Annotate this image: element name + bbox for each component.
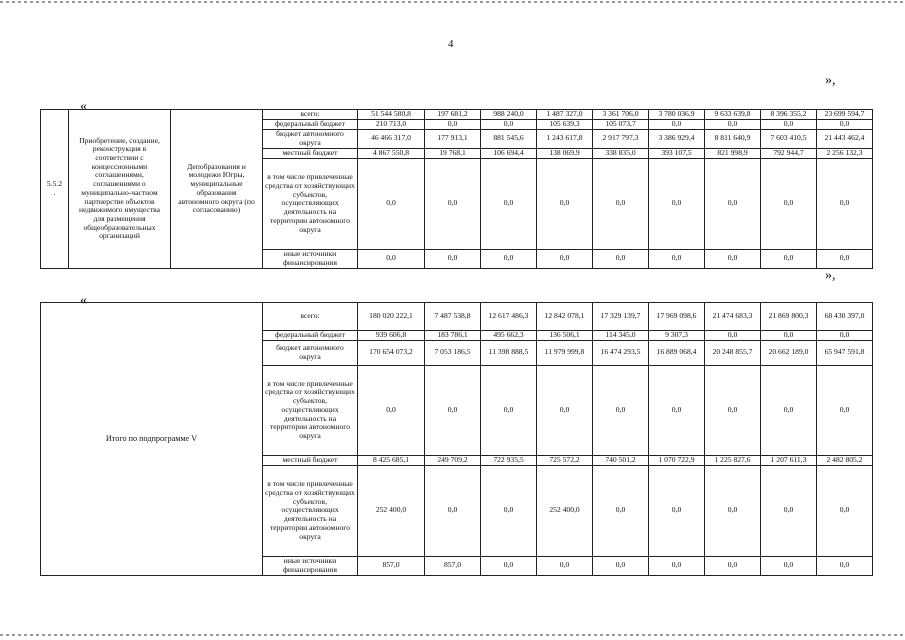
amount-cell: 7 603 410,5 [761, 129, 817, 148]
amount-cell: 0,0 [358, 249, 425, 268]
funding-source-label: в том числе привлеченные средства от хозяйствующих субъектов, осуществляющих деятельность на территории автономного округа [263, 158, 358, 249]
amount-cell: 0,0 [817, 158, 873, 249]
funding-source-label: иные источники финансирования [263, 556, 358, 575]
amount-cell: 20 248 855,7 [705, 340, 761, 365]
amount-cell: 0,0 [761, 556, 817, 575]
amount-cell: 0,0 [817, 556, 873, 575]
amount-cell: 68 430 397,0 [817, 303, 873, 331]
opening-quote-2: « [80, 293, 87, 308]
amount-cell: 0,0 [537, 556, 593, 575]
amount-cell: 170 654 073,2 [358, 340, 425, 365]
amount-cell: 12 617 486,3 [481, 303, 537, 331]
amount-cell: 0,0 [481, 249, 537, 268]
funding-source-label: в том числе привлеченные средства от хозяйствующих субъектов, осуществляющих деятельность на территории автономного округа [263, 465, 358, 556]
amount-cell: 1 070 722,9 [649, 455, 705, 465]
amount-cell: 0,0 [593, 556, 649, 575]
amount-cell: 106 694,4 [481, 148, 537, 158]
amount-cell: 0,0 [705, 158, 761, 249]
amount-cell: 0,0 [705, 120, 761, 130]
amount-cell: 0,0 [817, 331, 873, 341]
amount-cell: 0,0 [481, 465, 537, 556]
amount-cell: 0,0 [358, 158, 425, 249]
amount-cell: 939 606,8 [358, 331, 425, 341]
amount-cell: 0,0 [649, 120, 705, 130]
amount-cell: 3 386 929,4 [649, 129, 705, 148]
amount-cell: 16 474 293,5 [593, 340, 649, 365]
amount-cell: 0,0 [649, 556, 705, 575]
amount-cell: 252 400,0 [537, 465, 593, 556]
amount-cell: 0,0 [358, 365, 425, 455]
amount-cell: 0,0 [705, 465, 761, 556]
amount-cell: 65 947 591,8 [817, 340, 873, 365]
amount-cell: 0,0 [817, 365, 873, 455]
amount-cell: 17 969 098,6 [649, 303, 705, 331]
measure-code-text: 5.5.2 [46, 179, 63, 189]
table-row [41, 110, 873, 120]
amount-cell: 136 506,1 [537, 331, 593, 341]
amount-cell: 1 225 827,6 [705, 455, 761, 465]
amount-cell: 7 053 186,5 [425, 340, 481, 365]
measure-name: Приобретение, создание, реконструкция в соответствии с концессионными соглашениями, соглашениями о муниципально-частном партнерстве объектов недвижимого имущества для размещения общеобразовательных организаций [69, 110, 171, 269]
funding-source-label: иные источники финансирования [263, 249, 358, 268]
amount-cell: 857,0 [358, 556, 425, 575]
amount-cell: 183 786,1 [425, 331, 481, 341]
amount-cell: 0,0 [425, 365, 481, 455]
amount-cell: 0,0 [425, 249, 481, 268]
amount-cell: 11 979 999,8 [537, 340, 593, 365]
amount-cell: 252 400,0 [358, 465, 425, 556]
funding-source-label: местный бюджет [263, 455, 358, 465]
funding-source-label: федеральный бюджет [263, 331, 358, 341]
amount-cell: 23 699 594,7 [817, 110, 873, 120]
amount-cell: 105 639,3 [537, 120, 593, 130]
amount-cell: 0,0 [593, 365, 649, 455]
amount-cell: 0,0 [537, 249, 593, 268]
amount-cell: 0,0 [481, 120, 537, 130]
amount-cell: 0,0 [761, 249, 817, 268]
amount-cell: 0,0 [593, 158, 649, 249]
scan-edge-bottom [0, 634, 905, 636]
amount-cell: 0,0 [425, 158, 481, 249]
amount-cell: 180 020 222,1 [358, 303, 425, 331]
amount-cell: 0,0 [705, 365, 761, 455]
amount-cell: 4 867 550,8 [358, 148, 425, 158]
amount-cell: 9 307,3 [649, 331, 705, 341]
closing-quote-2: », [825, 268, 836, 283]
funding-source-label: федеральный бюджет [263, 120, 358, 130]
amount-cell: 0,0 [649, 465, 705, 556]
amount-cell: 2 482 805,2 [817, 455, 873, 465]
amount-cell: 338 835,0 [593, 148, 649, 158]
amount-cell: 177 913,1 [425, 129, 481, 148]
amount-cell: 9 633 639,8 [705, 110, 761, 120]
amount-cell: 988 240,0 [481, 110, 537, 120]
amount-cell: 3 361 706,0 [593, 110, 649, 120]
amount-cell: 881 545,6 [481, 129, 537, 148]
funding-source-label: всего: [263, 303, 358, 331]
table-subprogram-total [40, 302, 873, 576]
amount-cell: 857,0 [425, 556, 481, 575]
amount-cell: 0,0 [537, 365, 593, 455]
amount-cell: 3 780 036,9 [649, 110, 705, 120]
subprogram-total-title: Итого по подпрограмме V [41, 303, 263, 576]
amount-cell: 0,0 [481, 365, 537, 455]
amount-cell: 210 713,0 [358, 120, 425, 130]
amount-cell: 1 207 611,3 [761, 455, 817, 465]
amount-cell: 0,0 [425, 465, 481, 556]
funding-source-label: бюджет автономного округа [263, 340, 358, 365]
amount-cell: 114 345,0 [593, 331, 649, 341]
amount-cell: 1 243 617,8 [537, 129, 593, 148]
amount-cell: 20 662 189,0 [761, 340, 817, 365]
amount-cell: 19 768,1 [425, 148, 481, 158]
amount-cell: 0,0 [761, 331, 817, 341]
funding-source-label: местный бюджет [263, 148, 358, 158]
opening-quote-1: « [80, 99, 87, 114]
amount-cell: 0,0 [817, 465, 873, 556]
amount-cell: 0,0 [481, 158, 537, 249]
amount-cell: 138 069,9 [537, 148, 593, 158]
amount-cell: 0,0 [761, 120, 817, 130]
amount-cell: 197 681,2 [425, 110, 481, 120]
amount-cell: 1 487 327,0 [537, 110, 593, 120]
amount-cell: 722 935,5 [481, 455, 537, 465]
measure-code-dot: . [53, 187, 56, 197]
page-number: 4 [448, 38, 454, 50]
amount-cell: 11 398 888,5 [481, 340, 537, 365]
amount-cell: 8 425 685,1 [358, 455, 425, 465]
amount-cell: 0,0 [705, 556, 761, 575]
table-row [41, 303, 873, 331]
amount-cell: 0,0 [761, 158, 817, 249]
amount-cell: 46 466 317,0 [358, 129, 425, 148]
amount-cell: 0,0 [649, 158, 705, 249]
amount-cell: 0,0 [761, 365, 817, 455]
amount-cell: 0,0 [761, 465, 817, 556]
amount-cell: 105 073,7 [593, 120, 649, 130]
amount-cell: 17 329 139,7 [593, 303, 649, 331]
amount-cell: 8 396 355,2 [761, 110, 817, 120]
amount-cell: 0,0 [649, 249, 705, 268]
amount-cell: 2 917 797,3 [593, 129, 649, 148]
amount-cell: 21 443 462,4 [817, 129, 873, 148]
amount-cell: 0,0 [593, 249, 649, 268]
amount-cell: 0,0 [649, 365, 705, 455]
funding-source-label: всего: [263, 110, 358, 120]
amount-cell: 8 811 640,9 [705, 129, 761, 148]
scan-edge-top [0, 1, 905, 3]
amount-cell: 51 544 580,8 [358, 110, 425, 120]
amount-cell: 12 842 078,1 [537, 303, 593, 331]
amount-cell: 0,0 [593, 465, 649, 556]
amount-cell: 725 572,2 [537, 455, 593, 465]
amount-cell: 0,0 [705, 331, 761, 341]
amount-cell: 0,0 [705, 249, 761, 268]
amount-cell: 821 998,9 [705, 148, 761, 158]
amount-cell: 249 709,2 [425, 455, 481, 465]
amount-cell: 21 869 800,3 [761, 303, 817, 331]
amount-cell: 21 474 683,3 [705, 303, 761, 331]
measure-code [41, 110, 69, 269]
funding-source-label: бюджет автономного округа [263, 129, 358, 148]
amount-cell: 2 256 132,3 [817, 148, 873, 158]
amount-cell: 792 944,7 [761, 148, 817, 158]
measure-executor: Депобразования и молодежи Югры, муниципальные образования автономного округа (по согласованию) [171, 110, 263, 269]
amount-cell: 0,0 [817, 120, 873, 130]
amount-cell: 7 487 538,8 [425, 303, 481, 331]
closing-quote-1: », [825, 73, 836, 88]
amount-cell: 0,0 [817, 249, 873, 268]
table-measure-5-5-2 [40, 109, 873, 269]
amount-cell: 0,0 [425, 120, 481, 130]
amount-cell: 0,0 [481, 556, 537, 575]
funding-source-label: в том числе привлеченные средства от хозяйствующих субъектов, осуществляющих деятельность на территории автономного округа [263, 365, 358, 455]
amount-cell: 0,0 [537, 158, 593, 249]
amount-cell: 495 662,3 [481, 331, 537, 341]
amount-cell: 393 107,5 [649, 148, 705, 158]
amount-cell: 16 889 068,4 [649, 340, 705, 365]
amount-cell: 740 501,2 [593, 455, 649, 465]
